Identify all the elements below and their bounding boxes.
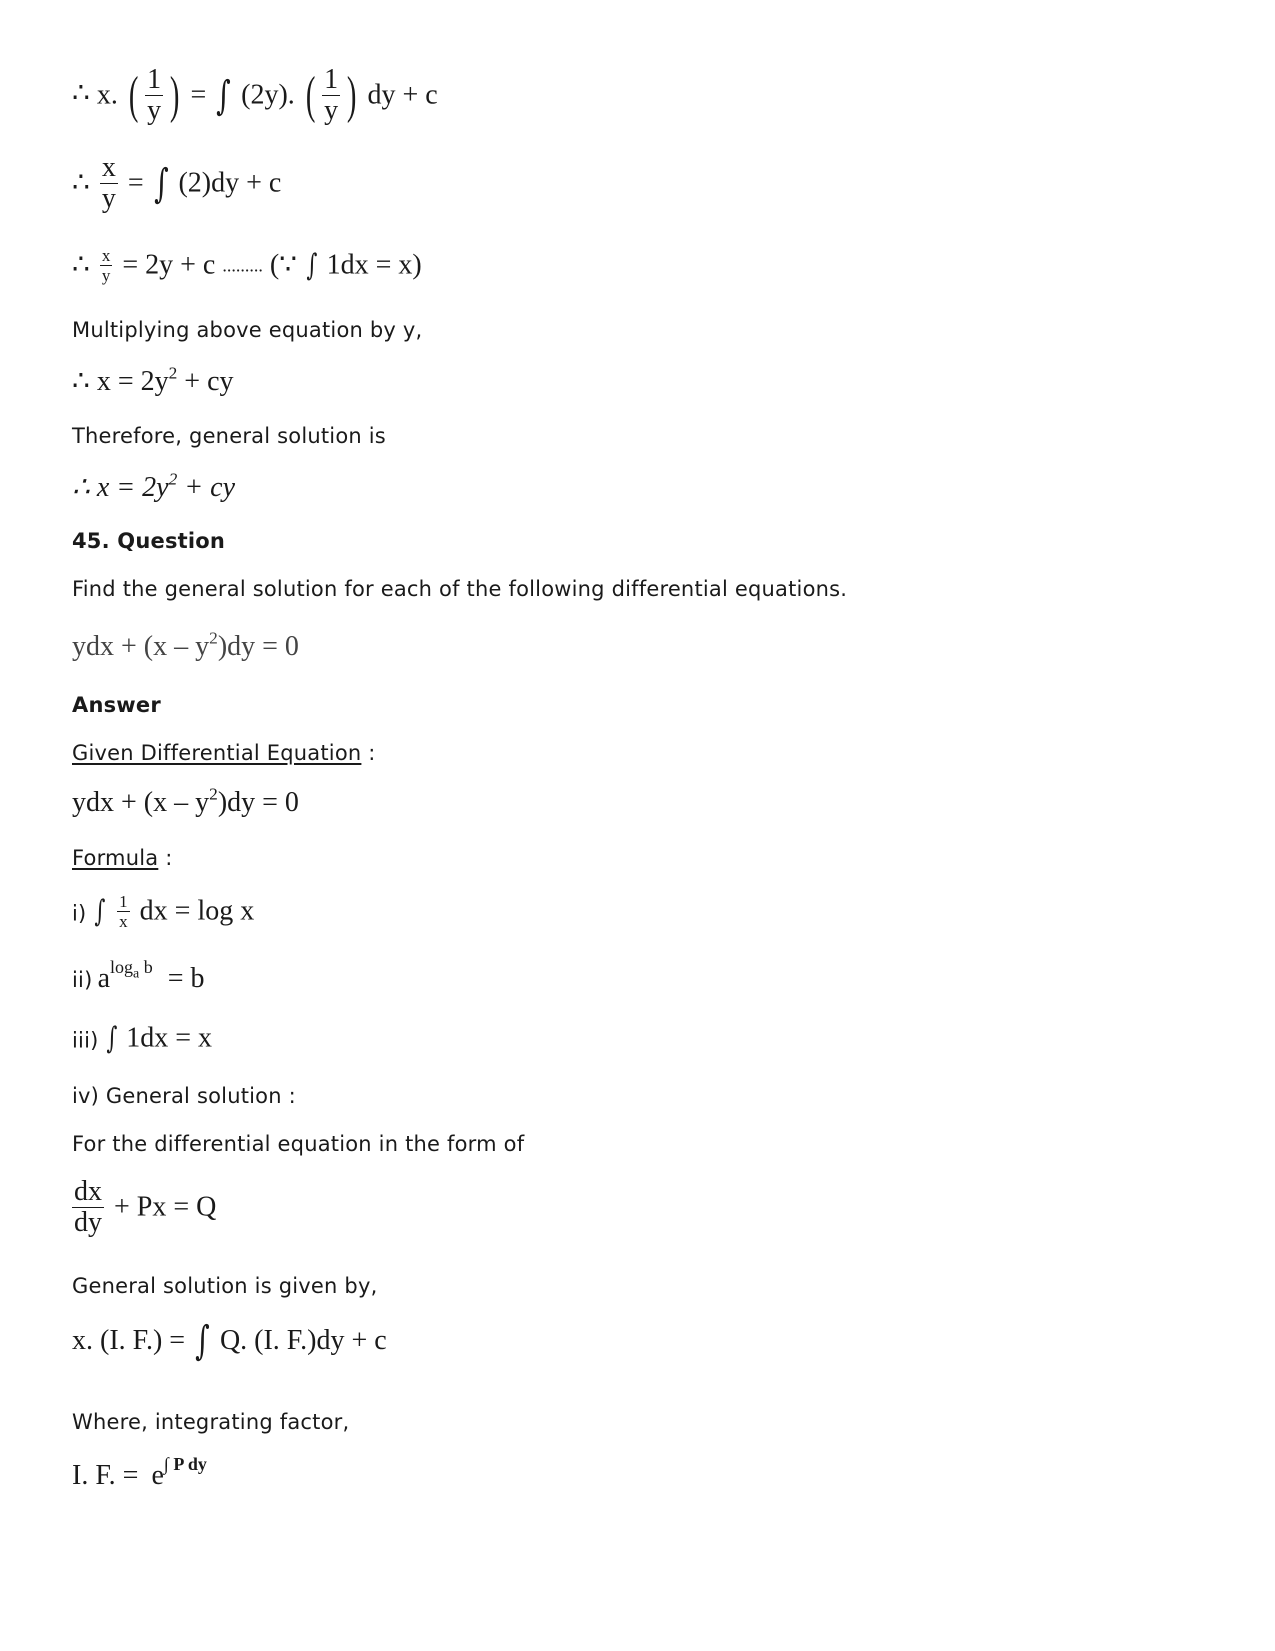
equation-line-4: [72, 363, 234, 397]
integral-sign: ∫: [105, 1020, 117, 1056]
fraction-numerator: x: [101, 246, 111, 265]
equation-line-2: [72, 154, 281, 213]
therefore-symbol: ∴: [72, 167, 90, 199]
formula-1-label: i): [72, 901, 87, 926]
formula-1: [72, 893, 254, 930]
fraction-denominator: dy: [74, 1207, 102, 1238]
if-exponent: ∫ P dy: [163, 1454, 207, 1474]
integral-body: (2)dy + c: [178, 167, 282, 199]
question-eq-exponent: 2: [209, 628, 218, 648]
integrating-factor-equation: [72, 1454, 207, 1491]
text-where: Where, integrating factor,: [72, 1410, 350, 1434]
form-equation-rest: + Px = Q: [114, 1191, 217, 1223]
fraction-numerator: 1: [119, 892, 128, 911]
text-multiplying: Multiplying above equation by y,: [72, 318, 423, 342]
because-body: 1dx = x): [326, 249, 422, 281]
equation-line-3: [72, 247, 422, 284]
answer-heading: Answer: [72, 693, 161, 717]
general-lhs: x. (I. F.) =: [72, 1325, 186, 1356]
given-label: Given Differential Equation: [72, 741, 362, 765]
formula-label: Formula: [72, 846, 159, 870]
equals-sign: =: [190, 79, 207, 111]
one-over-x-fraction: [117, 893, 130, 930]
dy-plus-c: dy + c: [367, 79, 438, 111]
given-eq-lead: ydx + (x – y: [72, 787, 210, 818]
if-base: e: [151, 1460, 164, 1491]
formula-3-label: iii): [72, 1028, 99, 1053]
integral-sign: ∫: [216, 72, 231, 119]
formula-colon: :: [158, 846, 173, 870]
formula-3-rest: 1dx = x: [126, 1022, 213, 1054]
question-text: Find the general solution for each of the following differential equations.: [72, 577, 848, 601]
given-equation: [72, 784, 299, 818]
general-solution-equation: [72, 1318, 387, 1364]
fraction-numerator: x: [101, 152, 116, 183]
general-rhs: Q. (I. F.)dy + c: [219, 1325, 387, 1356]
integral-sign: ∫: [153, 160, 169, 207]
rhs-2y-plus-c: = 2y + c: [122, 249, 216, 281]
fraction-denominator: y: [101, 183, 116, 214]
text-general-given: General solution is given by,: [72, 1274, 378, 1298]
because-open: (∵: [269, 249, 297, 281]
integral-sign: ∫: [195, 1318, 210, 1364]
fraction-numerator: dx: [74, 1176, 102, 1207]
given-eq-exponent: 2: [209, 784, 218, 804]
question-heading: 45. Question: [72, 529, 226, 553]
fraction-denominator: y: [147, 95, 162, 126]
fraction-denominator: x: [119, 912, 128, 931]
question-eq-lead: ydx + (x – y: [72, 631, 210, 662]
paren-fraction-2: ( $\frac{1}{y}$ ): [305, 64, 357, 126]
if-lhs: I. F. =: [72, 1460, 139, 1491]
given-eq-trail: )dy = 0: [217, 787, 299, 818]
formula-2: [72, 957, 205, 994]
exponent-b: b: [139, 957, 153, 977]
given-line: [72, 741, 376, 765]
integral-sign: ∫: [93, 893, 105, 929]
fraction-denominator: y: [101, 266, 111, 285]
formula-2-rest: = b: [160, 963, 205, 994]
formula-line: [72, 846, 172, 870]
formula-1-rest: dx = log x: [139, 895, 255, 927]
equals-sign: =: [127, 167, 144, 199]
formula-2-exponent: [110, 957, 153, 982]
formula-3: [72, 1020, 213, 1056]
eq5-exponent: 2: [168, 469, 178, 489]
x-over-y-fraction: [100, 154, 118, 213]
lhs-x: x.: [96, 79, 118, 111]
text-form-of: For the differential equation in the form of: [72, 1132, 525, 1156]
formula-2-base: a: [97, 963, 110, 994]
eq5-trail: + cy: [177, 472, 236, 503]
dx-over-dy-fraction: [72, 1178, 104, 1237]
formula-4-label: iv) General solution :: [72, 1084, 296, 1108]
question-equation: [72, 628, 299, 662]
fraction-numerator: 1: [147, 64, 162, 95]
exponent-log: log: [110, 957, 134, 977]
eq5-lead: ∴ x = 2y: [72, 472, 169, 503]
eq4-lead: ∴ x = 2y: [72, 366, 169, 397]
equation-line-5: [72, 469, 236, 503]
therefore-symbol: ∴: [72, 77, 90, 109]
x-over-y-fraction: [100, 247, 113, 284]
integral-sign: ∫: [306, 247, 318, 283]
fraction-denominator: y: [324, 95, 339, 126]
equation-line-1: [72, 66, 438, 125]
eq4-trail: + cy: [177, 366, 234, 397]
fraction-numerator: 1: [324, 64, 339, 95]
form-equation: [72, 1178, 216, 1237]
text-therefore-general: Therefore, general solution is: [72, 424, 386, 448]
paren-fraction-1: ( $\frac{1}{y}$ ): [128, 64, 180, 126]
factor-2y: (2y).: [241, 79, 295, 111]
formula-2-label: ii): [72, 968, 93, 992]
eq4-exponent: 2: [168, 363, 178, 383]
therefore-symbol: ∴: [72, 249, 90, 281]
question-eq-trail: )dy = 0: [217, 631, 299, 662]
dot-leader: .........: [222, 255, 263, 276]
given-colon: :: [361, 741, 376, 765]
exponent-subscript: a: [133, 966, 140, 982]
